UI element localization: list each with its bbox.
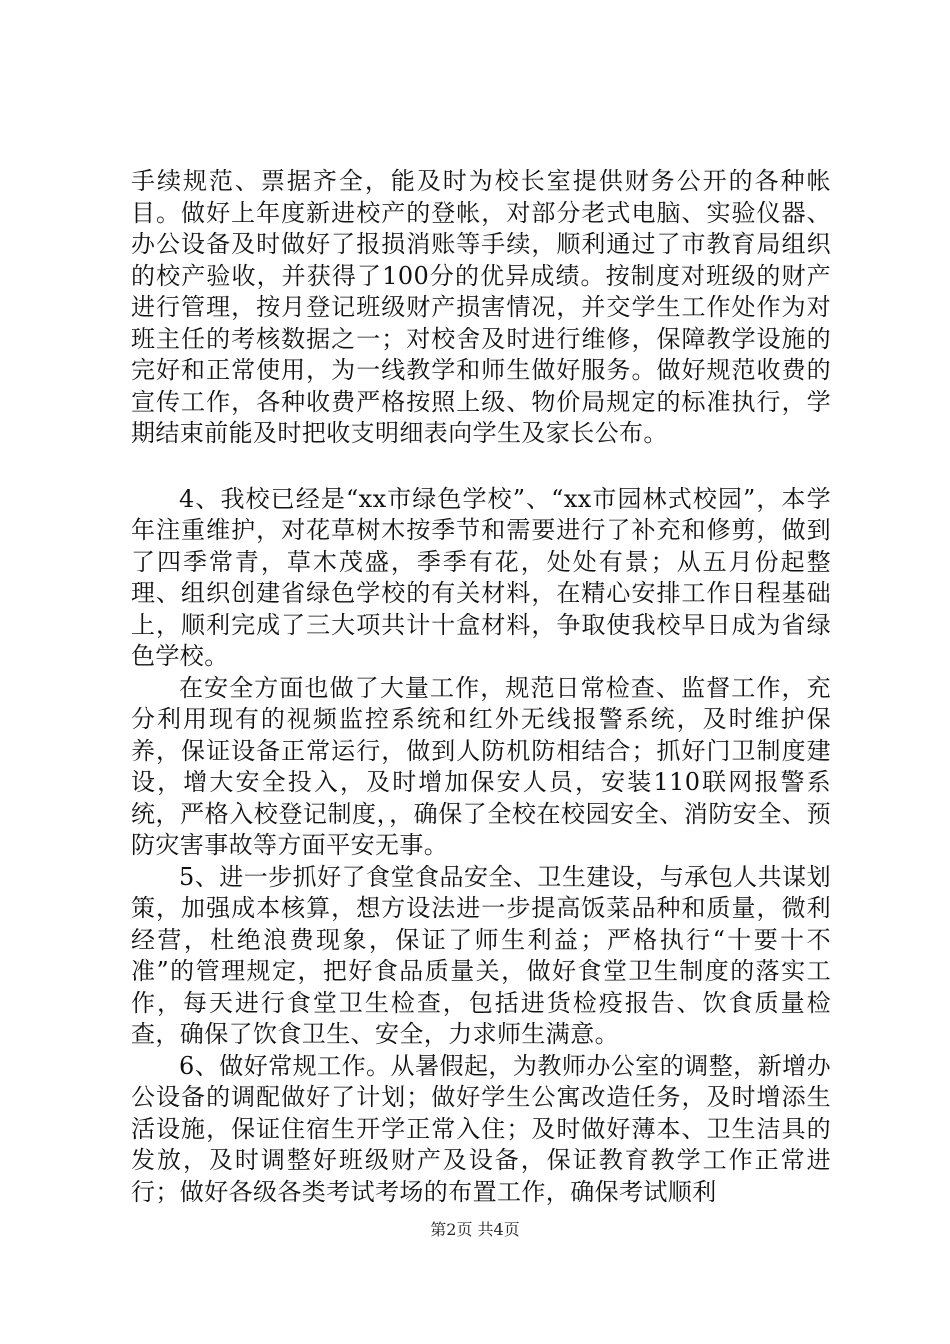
- paragraph-green-school: 4、我校已经是“xx市绿色学校”、“xx市园林式校园”，本学年注重维护，对花草树木按季节和需要进行了补充和修剪，做到了四季常青，草木茂盛，季季有花，处处有景；从五月份起整理、组织创建省绿色学校的有关材料，在精心安排工作日程基础上，顺利完成了三大项共计十盒材料，争取使我校早日成为省绿色学校。: [131, 484, 831, 670]
- paragraph-safety: 在安全方面也做了大量工作，规范日常检查、监督工作，充分利用现有的视频监控系统和红外无线报警系统，及时维护保养，保证设备正常运行，做到人防机防相结合；抓好门卫制度建设，增大安全投入，及时增加保安人员，安装110联网报警系统，严格入校登记制度，，确保了全校在校园安全、消防安全、预防灾害事故等方面平安无事。: [131, 673, 831, 859]
- document-body: [131, 166, 831, 1208]
- paragraph-routine-work: 6、做好常规工作。从暑假起，为教师办公室的调整，新增办公设备的调配做好了计划；做好学生公寓改造任务，及时增添生活设施，保证住宿生开学正常入住；及时做好薄本、卫生洁具的发放，及时调整好班级财产及设备，保证教育教学工作正常进行；做好各级各类考试考场的布置工作，确保考试顺利: [131, 1051, 831, 1206]
- paragraph-finance: 手续规范、票据齐全，能及时为校长室提供财务公开的各种帐目。做好上年度新进校产的登帐，对部分老式电脑、实验仪器、办公设备及时做好了报损消账等手续，顺利通过了市教育局组织的校产验收，并获得了100分的优异成绩。按制度对班级的财产进行管理，按月登记班级财产损害情况，并交学生工作处作为对班主任的考核数据之一；对校舍及时进行维修，保障教学设施的完好和正常使用，为一线教学和师生做好服务。做好规范收费的宣传工作，各种收费严格按照上级、物价局规定的标准执行，学期结束前能及时把收支明细表向学生及家长公布。: [131, 167, 831, 447]
- page-footer: 第2页 共4页: [430, 1220, 520, 1239]
- paragraph-canteen: 5、进一步抓好了食堂食品安全、卫生建设，与承包人共谋划策，加强成本核算，想方设法进一步提高饭菜品种和质量，微利经营，杜绝浪费现象，保证了师生利益；严格执行“十要十不准”的管理规定，把好食品质量关，做好食堂卫生制度的落实工作，每天进行食堂卫生检查，包括进货检疫报告、饮食质量检查，确保了饮食卫生、安全，力求师生满意。: [131, 862, 831, 1048]
